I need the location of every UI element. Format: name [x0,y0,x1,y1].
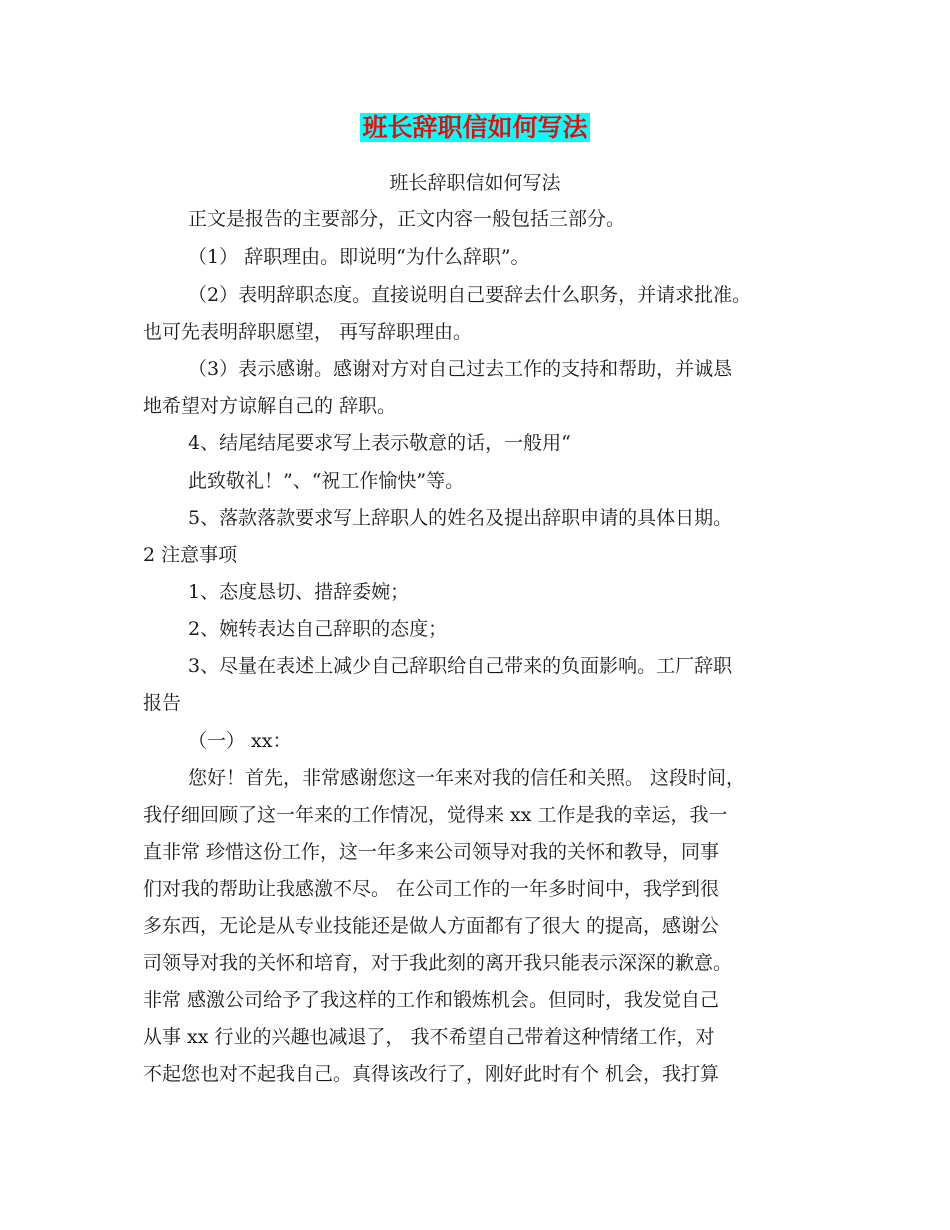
paragraph-line: （2）表明辞职态度。直接说明自己要辞去什么职务，并请求批准。 [188,284,752,306]
paragraph-line: 司领导对我的关怀和培育，对于我此刻的离开我只能表示深深的歉意。 [143,952,733,974]
paragraph-line: 4、结尾结尾要求写上表示敬意的话，一般用“ [188,432,571,454]
document-title-text: 班长辞职信如何写法 [362,113,588,142]
paragraph-line: 从事 xx 行业的兴趣也减退了， 我不希望自己带着这种情绪工作，对 [143,1026,715,1048]
paragraph-line: 非常 感激公司给予了我这样的工作和锻炼机会。但同时，我发觉自己 [143,989,720,1011]
paragraph-line: 也可先表明辞职愿望， 再写辞职理由。 [143,321,473,343]
paragraph-line: 我仔细回顾了这一年来的工作情况，觉得来 xx 工作是我的幸运，我一 [143,804,728,826]
section-heading: 2 注意事项 [143,544,238,566]
document-subtitle: 班长辞职信如何写法 [389,172,561,194]
paragraph-line: 们对我的帮助让我感激不尽。 在公司工作的一年多时间中，我学到很 [143,878,720,900]
paragraph-line: 报告 [143,692,182,714]
paragraph-line: 您好！首先，非常感谢您这一年来对我的信任和关照。 这段时间， [188,767,746,789]
paragraph-line: 2、婉转表达自己辞职的态度； [188,618,448,640]
paragraph-line: 正文是报告的主要部分，正文内容一般包括三部分。 [188,208,626,230]
paragraph-line: 1、态度恳切、措辞委婉； [188,581,410,603]
paragraph-line: （1） 辞职理由。即说明“为什么辞职”。 [188,246,530,268]
paragraph-line: 此致敬礼！”、“祝工作愉快”等。 [188,470,465,492]
paragraph-line: 3、尽量在表述上减少自己辞职给自己带来的负面影响。工厂辞职 [188,655,733,677]
paragraph-line: 多东西，无论是从专业技能还是做人方面都有了很大 的提高，感谢公 [143,915,720,937]
paragraph-line: （一） xx： [188,730,292,752]
paragraph-line: 5、落款落款要求写上辞职人的姓名及提出辞职申请的具体日期。 [188,507,733,529]
paragraph-line: 不起您也对不起我自己。真得该改行了，刚好此时有个 机会，我打算 [143,1063,720,1085]
paragraph-line: 直非常 珍惜这份工作，这一年多来公司领导对我的关怀和教导，同事 [143,841,720,863]
document-title [0,111,950,145]
paragraph-line: 地希望对方谅解自己的 辞职。 [143,395,397,417]
paragraph-line: （3）表示感谢。感谢对方对自己过去工作的支持和帮助，并诚恳 [188,358,733,380]
